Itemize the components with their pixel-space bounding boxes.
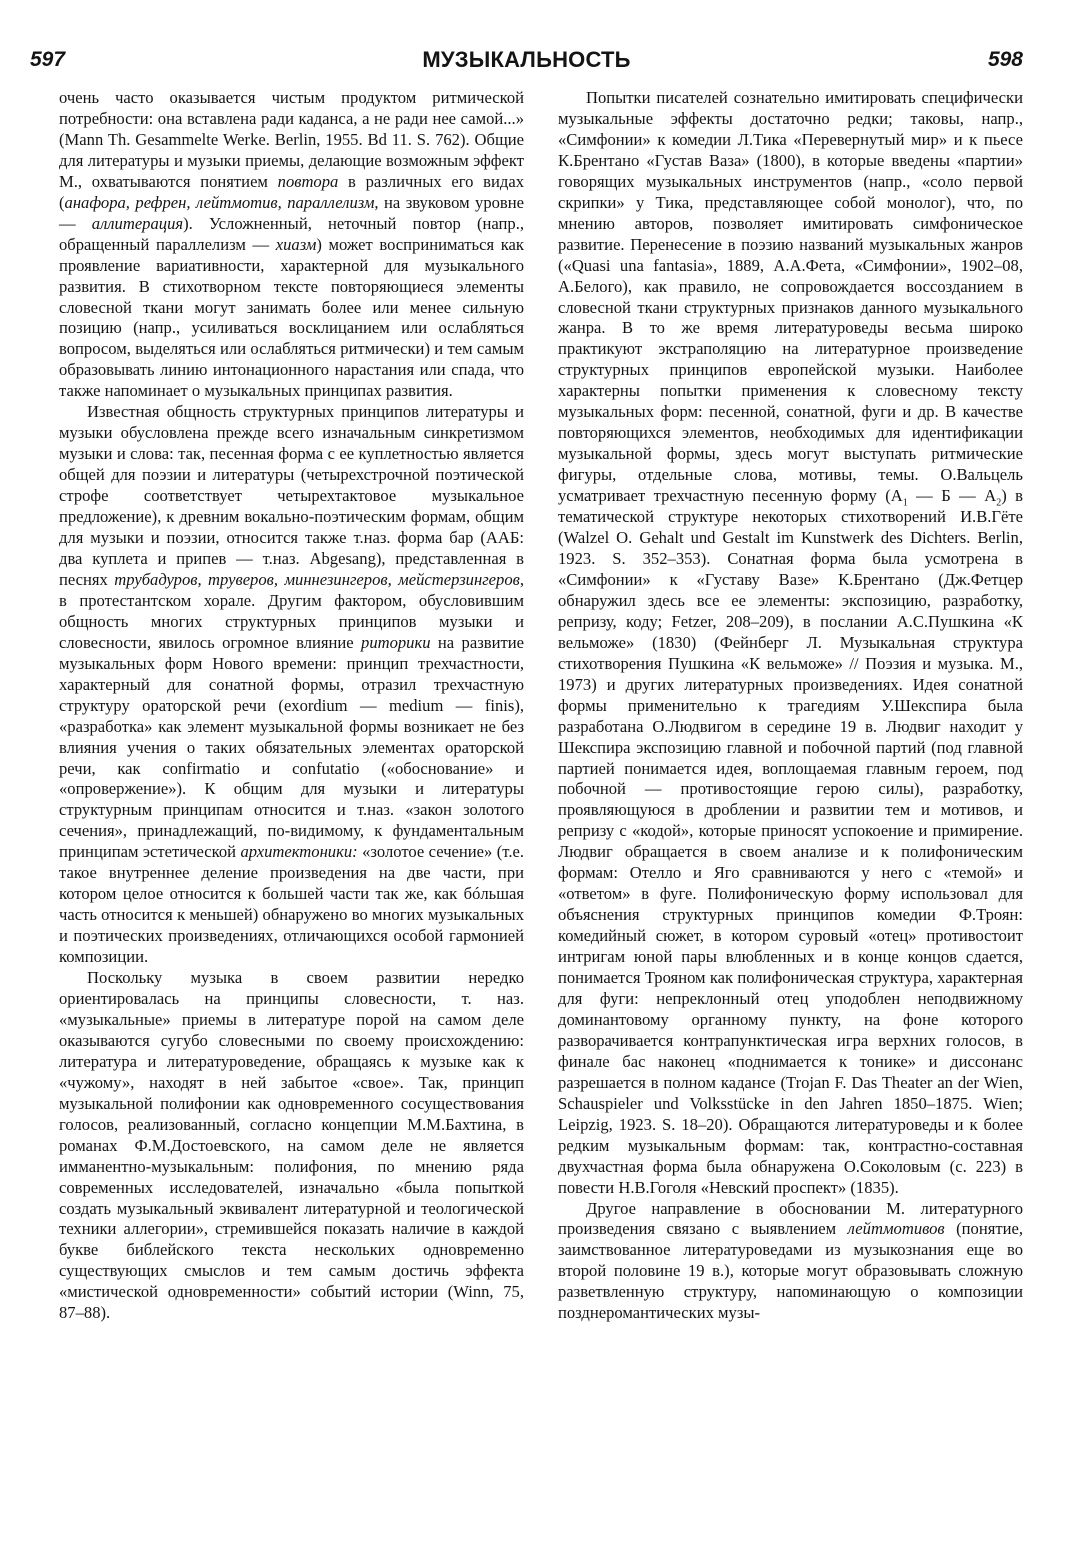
text-run: ). Усложненный, неточный повтор (напр., обращенный параллелизм — <box>59 213 524 254</box>
text-run: ) в тематической структуре некоторых стихотворений И.В.Гёте (Walzel O. Gehalt und Gestalt im Kunstwerk des Dichters. Berlin, 1923. S. 352–353). Сонатная форма была усмотрена в «Симфонии» к «Густаву Вазе» К.Брентано (Дж.Фетцер обнаружил здесь все ее элементы: экспозицию, разработку, репризу, коду; Fetzer, 208–209), в послании А.С.Пушкина «К вельможе» (1830) (Фейнберг Л. Музыкальная структура стихотворения Пушкина «К вельможе» // Поэзия и музыка. М., 1973) и других литературных произведениях. Идея сонатной формы применительно к трагедиям У.Шекспира была разработана О.Людвигом в середине 19 в. Людвиг находит у Шекспира экспозицию главной и побочной партий (под главной партией понимается идея, воплощаемая главным героем, под побочной — противостоящие герою силы), разработку, проявляющуюся в дроблении и развитии тем и мотивов, и репризу с «кодой», которые приносят успокоение и примирение. Людвиг обращается в своем анализе и к полифоническим формам: Отелло и Яго сравниваются у него с «темой» и «ответом» в фуге. Полифоническую форму использовал для объяснения структурных принципов комедии Ф.Троян: комедийный сюжет, в котором суровый «отец» противостоит интригам юной пары влюбленных и в конце концов сдается, понимается Трояном как полифоническая структура, характерная для фуги: непреклонный отец уподоблен неподвижному доминантовому органному пункту, на фоне которого разворачивается контрапунктическая игра верхних голосов, в финале бас наконец «поднимается к тонике» и диссонанс разрешается в полном кадансе (Trojan F. Das Theater an der Wien, Schauspieler und Volksstücke in den Jahren 1850–1875. Wien; Leipzig, 1923. S. 18–20). Обращаются литературоведы и к более редким музыкальным формам: так, контрастно-составная двухчастная форма была обнаружена О.Соколовым (с. 223) в повести Н.В.Гоголя «Невский проспект» (1835). <box>558 486 1024 1197</box>
page-number-left: 597 <box>30 48 66 71</box>
paragraph <box>59 968 524 1324</box>
text-run: в различных его видах ( <box>59 171 524 212</box>
text-run: очень часто оказывается чистым продуктом ритмической потребности: она вставлена ради каданса, а не ради нее самой...» (Mann Th. Gesammelte Werke. Berlin, 1955. Bd 11. S. 762). Общие для литературы и музыки приемы, делающие возможным эффект М., охватываются понятием <box>59 88 524 191</box>
page-header <box>30 40 1023 80</box>
italic-term: лейтмотивов <box>847 1219 945 1239</box>
text-run: Поскольку музыка в своем развитии нередко ориентировалась на принципы словесности, т. наз. «музыкальные» приемы в литературе порой на самом деле оказываются сугубо словесными по своему происхождению: литература и литературоведение, обращаясь к музыке как к «чужому», находят в ней забытое «свое». Так, принцип музыкальной полифонии как одновременного сосуществования голосов, реализованный, согласно концепции М.М.Бахтина, в романах Ф.М.Достоевского, на самом деле не является имманентно-музыкальным: полифония, по мнению ряда современных исследователей, изначально «была попыткой создать музыкальный эквивалент литературной и теологической техники аллегории», стремившейся показать наличие в каждой букве библейского текста нескольких одновременно существующих смыслов и тем самым достичь эффекта «мистической одновременности» событий истории (Winn, 75, 87–88). <box>59 968 524 1323</box>
page-number-right: 598 <box>987 48 1023 71</box>
running-head: МУЗЫКАЛЬНОСТЬ <box>422 47 631 72</box>
text-run: Попытки писателей сознательно имитировать специфически музыкальные эффекты достаточно редки; таковы, напр., «Симфонии» к комедии Л.Тика «Перевернутый мир» и к пьесе К.Брентано «Густав Ваза» (1800), в которые введены «партии» говорящих музыкальных инструментов (напр., «соло первой скрипки» у Тика, представляющее собой монолог), что, по мнению авторов, позволяет имитировать симфоническое развитие. Перенесение в поэзию названий музыкальных жанров («Quasi una fantasia», 1889, А.А.Фета, «Симфонии», 1902–08, А.Белого), как правило, не сопровождается воссозданием в словесной ткани структурных признаков данного музыкального жанра. В то же время литературоведы весьма широко практикуют экстраполяцию на литературное произведение структурных принципов европейской музыки. Наиболее характерны попытки применения к словесному тексту музыкальных форм: песенной, сонатной, фуги и др. В качестве повторяющихся элементов, необходимых для идентификации музыкальной формы, здесь могут выступать ритмические фигуры, отдельные слова, мотивы, темы. О.Вальцель усматривает трехчастную песенную форму (А <box>558 88 1023 506</box>
italic-term: хиазм <box>275 234 317 254</box>
paragraph <box>558 88 1023 1199</box>
text-run: Другое направление в обосновании М. литературного произведения связано с выявлением <box>558 1198 1023 1239</box>
subscript: 2 <box>996 497 1002 509</box>
italic-term: трубадуров, труверов, миннезингеров, мейстерзингеров <box>114 569 520 589</box>
paragraph <box>558 1199 1023 1325</box>
text-run: , на звуковом уровне — <box>59 192 524 233</box>
italic-term: аллитерация <box>91 213 184 233</box>
text-run: ) может восприниматься как проявление вариативности, характерной для музыкального развития. В стихотворном тексте повторяющиеся элементы словесной ткани могут занимать более или менее сильную позицию (напр., усиливаться восклицанием или ослабляться вопросом, выделяться или ослабляться ритмически) и тем самым образовывать линию интонационного нарастания или спада, что также напоминает о музыкальных принципах развития. <box>59 234 524 401</box>
italic-term: анафора, рефрен, лейтмотив, параллелизм <box>64 192 375 212</box>
paragraph <box>59 402 524 968</box>
text-column-left <box>59 88 524 1324</box>
italic-term: повтора <box>277 171 339 191</box>
text-run: Известная общность структурных принципов литературы и музыки обусловлена прежде всего изначальным синкретизмом музыки и слова: так, песенная форма с ее куплетностью является общей для поэзии и литературы (четырехстрочной поэтической строфе соответствует четырехтактовое музыкальное предложение), к древним вокально-поэтическим формам, общим для музыки и поэзии, относится также т.наз. форма бар (ААБ: два куплета и припев — т.наз. Abgesang), представленная в песнях <box>59 402 524 589</box>
italic-term: риторики <box>361 632 431 652</box>
paragraph <box>59 88 524 402</box>
subscript: 1 <box>902 497 908 509</box>
text-run: «золотое сечение» (т.е. такое внутреннее деление произведения на две части, при котором целое относится к большей части так же, как бóльшая часть относится к меньшей) обнаружено во многих музыкальных и поэтических произведениях, отличающихся особой гармонией композиции. <box>59 842 524 967</box>
italic-term: архитектоники: <box>240 842 358 862</box>
text-run: — Б — А <box>907 486 997 506</box>
text-run: , в протестантском хорале. Другим фактором, обусловившим общность многих структурных принципов музыки и словесности, явилось огромное влияние <box>59 569 525 652</box>
text-run: на развитие музыкальных форм Нового времени: принцип трехчастности, характерный для сонатной формы, отразил трехчастную структуру ораторской речи (exordium — medium — finis), «разработка» как элемент музыкальной формы возникает не без влияния учения о таких обязательных элементах ораторской речи, как confirmatio и confutatio («обоснование» и «опровержение»). К общим для музыки и литературы структурным принципам относится и т.наз. «закон золотого сечения», принадлежащий, по-видимому, к фундаментальным принципам эстетической <box>59 632 524 862</box>
text-run: (понятие, заимствованное литературоведами из музыкознания еще во второй половине 19 в.), которые могут образовывать сложную разветвленную структуру, напоминающую о композиции позднеромантических музы- <box>558 1219 1023 1323</box>
text-column-right <box>558 88 1023 1324</box>
